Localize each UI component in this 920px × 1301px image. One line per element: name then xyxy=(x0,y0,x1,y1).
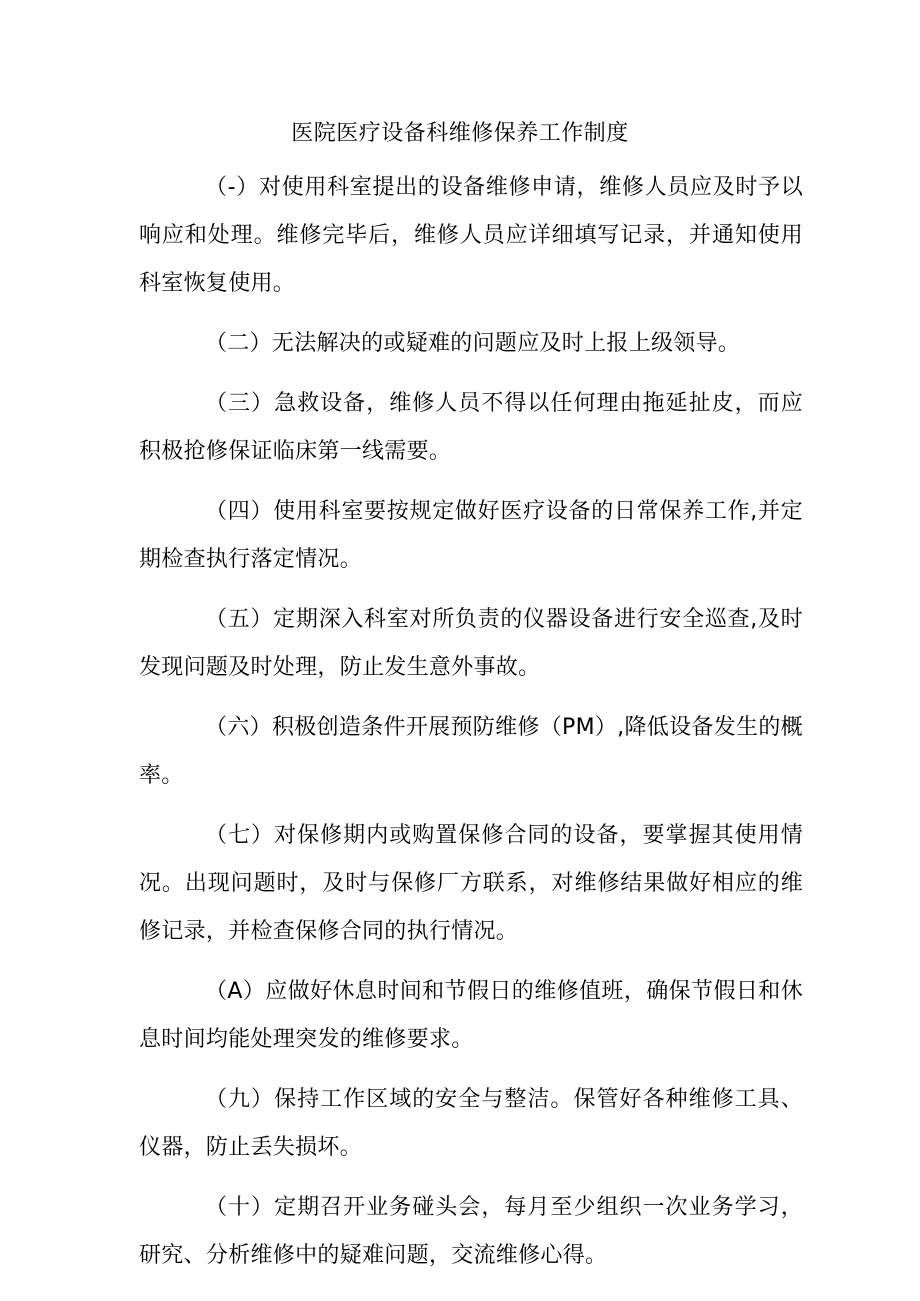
paragraph-9: （九）保持工作区域的安全与整洁。保管好各种维修工具、仪器，防止丢失损坏。 xyxy=(139,1087,803,1160)
paragraph-2: （二）无法解决的或疑难的问题应及时上报上级领导。 xyxy=(205,331,741,356)
paragraph-5: （五）定期深入科室对所负责的仪器设备进行安全巡查,及时发现问题及时处理，防止发生意外事故。 xyxy=(139,607,803,680)
paragraph-7: （七）对保修期内或购置保修合同的设备，要掌握其使用情况。出现问题时，及时与保修厂方联系，对维修结果做好相应的维修记录，并检查保修合同的执行情况。 xyxy=(139,823,803,944)
paragraph-8: （A）应做好休息时间和节假日的维修值班，确保节假日和休息时间均能处理突发的维修要求。 xyxy=(139,979,803,1052)
paragraph-3: （三）急救设备，维修人员不得以任何理由拖延扯皮，而应积极抢修保证临床第一线需要。 xyxy=(139,391,803,464)
paragraph-1: （-）对使用科室提出的设备维修申请，维修人员应及时予以响应和处理。维修完毕后，维修人员应详细填写记录，并通知使用科室恢复使用。 xyxy=(139,175,803,296)
paragraph-10: （十）定期召开业务碰头会，每月至少组织一次业务学习，研究、分析维修中的疑难问题，交流维修心得。 xyxy=(139,1195,803,1268)
paragraph-6: （六）积极创造条件开展预防维修（PM）,降低设备发生的概率。 xyxy=(139,715,803,788)
document-body xyxy=(139,164,803,1292)
paragraph-4: （四）使用科室要按规定做好医疗设备的日常保养工作,并定期检查执行落定情况。 xyxy=(139,499,803,572)
document-title: 医院医疗设备科维修保养工作制度 xyxy=(291,121,629,146)
